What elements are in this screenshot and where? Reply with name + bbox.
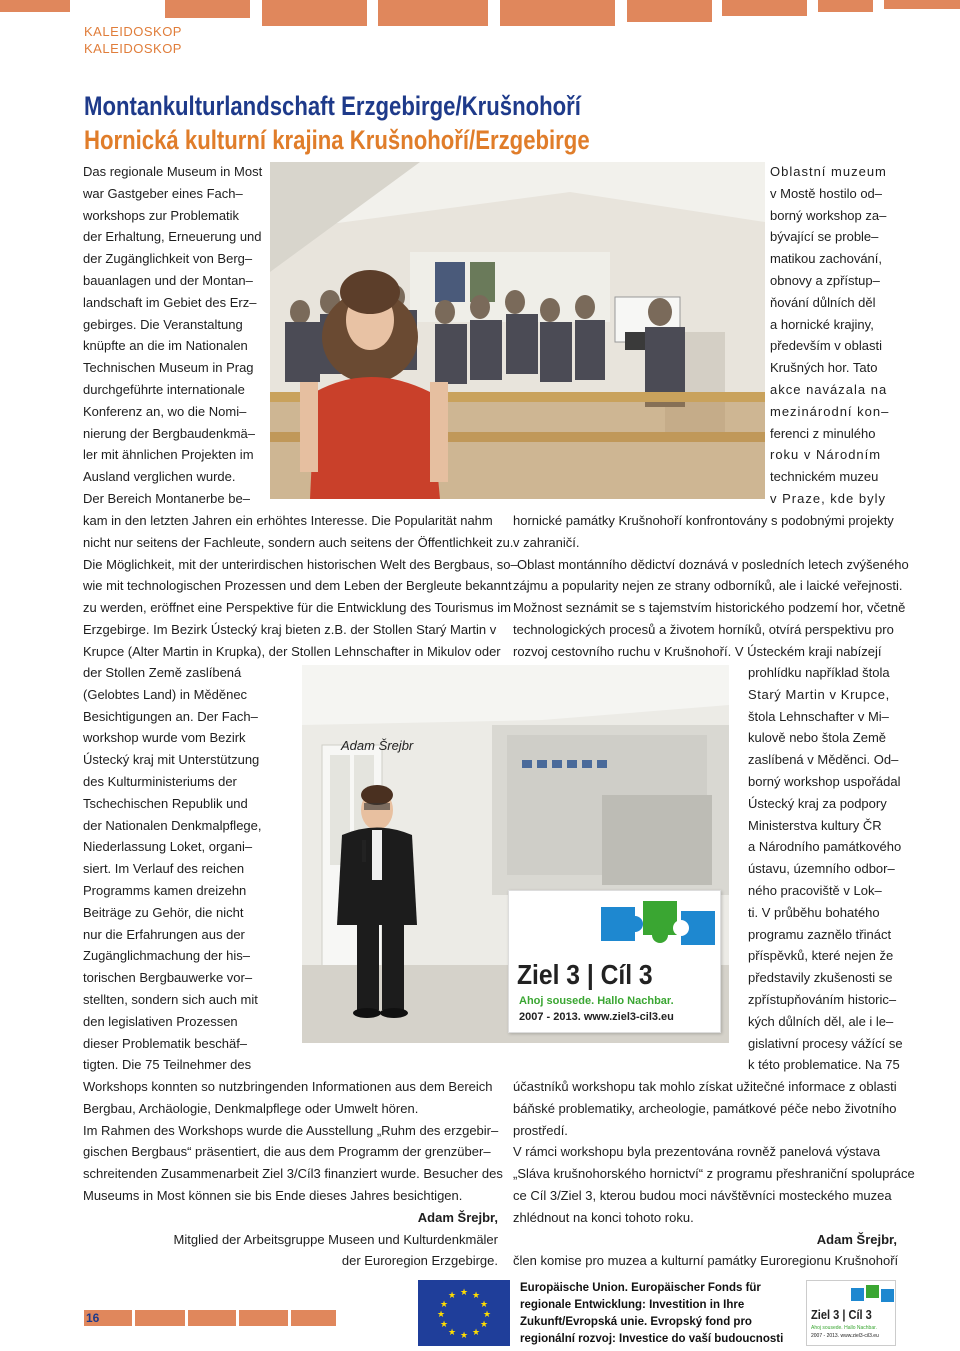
puzzle-icon [601,897,721,959]
text-line: ústavu, územního odbor– [748,861,895,877]
text-line: Im Rahmen des Workshops wurde die Ausstellung „Ruhm des erzgebir– [83,1122,499,1138]
text-line: a Národního památkového [748,839,902,855]
top-deco-bar [0,0,70,12]
czech-block-3 [748,662,903,1076]
text-line: v Praze, kde byly [770,490,886,506]
text-line: matikou zachování, [770,251,883,267]
czech-block-2 [513,510,909,663]
author-name: Adam Šrejbr, [816,1231,897,1247]
text-line: Die Möglichkeit, mit der unterirdischen historischen Welt des Bergbaus, so– [83,556,518,572]
text-line: wie mit technologischen Prozessen und dem Leben der Bergleute bekannt [83,578,512,594]
text-line: Niederlassung Loket, organi– [83,839,253,855]
text-line: mezinárodní kon– [770,403,890,419]
svg-text:★: ★ [436,1310,446,1320]
text-line: rozvoj cestovního ruchu v Krušnohoří. V Ústeckém kraji nabízejí [513,643,882,659]
svg-text:★: ★ [482,1310,492,1320]
text-line: v zahraničí. [513,534,580,550]
text-line: gischen Bergbaus“ präsentiert, die aus dem Programm der grenzüber– [83,1144,491,1160]
text-line: des Kulturministeriums der [83,773,237,789]
text-line: Erzgebirge. Im Bezirk Ústecký kraj bieten z.B. der Stollen Starý Martin v [83,621,497,637]
german-block-2 [83,510,518,663]
text-line: gebirges. Die Veranstaltung [83,316,243,332]
footer-logo-slogan: Ahoj sousede. Hallo Nachbar. [811,1325,877,1331]
text-line: zájmu a popularity nejen ze strany odborníků, ale i laické veřejnosti. [513,578,903,594]
svg-text:★: ★ [447,1291,457,1301]
text-line: workshop wurde vom Bezirk [83,730,246,746]
top-deco-bar [500,0,615,26]
eu-fund-line: regionální rozvoj: Investice do vaší budoucnosti [520,1333,784,1345]
czech-block-1 [770,161,896,510]
top-deco-bar [884,0,960,9]
author-name: Adam Šrejbr, [417,1209,498,1225]
section-label: KALEIDOSKOP [84,24,182,39]
text-line: den legislativen Prozessen [83,1013,238,1029]
title-german: Montankulturlandschaft Erzgebirge/Krušnohoří [84,91,581,121]
ziel3-logo [508,890,721,1033]
text-line: Ministerstva kultury ČR [748,817,882,833]
text-line: schreitenden Zusammenarbeit Ziel 3/Cíl3 finanziert wurde. Besucher des [83,1166,503,1182]
text-line: der Zugänglichkeit von Berg– [83,251,253,267]
text-line: tigten. Die 75 Teilnehmer des [83,1057,252,1073]
text-line: knüpfte an die im Nationalen [83,338,248,354]
text-line: stellten, sondern sich auch mit [83,991,258,1007]
top-deco-bar [262,0,367,26]
ziel3-logo-years: 2007 - 2013. www.ziel3-cil3.eu [519,1011,674,1023]
svg-text:★: ★ [471,1328,481,1338]
text-line: war Gastgeber eines Fach– [83,185,243,201]
text-line: prostředí. [513,1122,568,1138]
text-line: Oblast montánního dědictví doznává v posledních letech zvýšeného [517,556,909,572]
text-line: Museums in Most können sie bis Ende dieses Jahres besichtigen. [83,1187,463,1203]
text-line: Tschechischen Republik und [83,795,248,811]
text-line: štola Lehnschafter v Mi– [748,708,889,724]
text-line: hornické památky Krušnohoří konfrontovány s podobnými projekty [513,513,894,528]
svg-text:★: ★ [479,1320,489,1330]
text-line: Konferenz an, wo die Nomi– [83,403,247,419]
footer-logo-years: 2007 - 2013. www.ziel3-cil3.eu [811,1333,879,1339]
eu-fund-text [520,1280,783,1348]
text-line: zu werden, eröffnet eine Perspektive für die Entwicklung des Tourismus im [83,600,512,616]
svg-text:★: ★ [459,1331,469,1341]
page-number: 16 [86,1311,100,1325]
text-line: Workshops konnten so nutzbringenden Informationen aus dem Bereich [83,1079,493,1094]
svg-text:★: ★ [479,1300,489,1310]
top-deco-bar [378,0,488,26]
audience-photo [270,162,765,499]
text-line: V rámci workshopu byla prezentována rovněž panelová výstava [513,1144,881,1160]
text-line: účastníků workshopu tak mohlo získat užitečné informace z oblasti [513,1079,897,1094]
text-line: zpřístupňováním historic– [748,991,897,1007]
text-line: příspěvků, které nejen že [748,948,894,964]
title-czech: Hornická kulturní krajina Krušnohoří/Erzgebirge [84,125,590,155]
german-block-4 [83,1076,503,1272]
puzzle-icon [851,1284,895,1306]
text-line: a hornické krajiny, [770,316,874,332]
text-line: Bergbau, Archäologie, Denkmalpflege oder Umwelt hören. [83,1100,419,1116]
text-line: Technischen Museum in Prag [83,360,254,376]
text-line: ti. V průběhu bohatého [748,904,880,920]
text-line: bývající se proble– [770,229,879,245]
top-deco-bar [165,0,250,18]
text-line: prohlídku například štola [748,665,890,680]
text-line: Ústecký kraj za podpory [748,795,887,811]
text-line: především v oblasti [770,338,882,354]
text-line: Der Bereich Montanerbe be– [83,490,250,506]
photo-caption: Adam Šrejbr [341,738,414,753]
eu-flag [418,1280,510,1346]
svg-text:★: ★ [439,1320,449,1330]
svg-text:★: ★ [459,1288,469,1298]
text-line: der Nationalen Denkmalpflege, [83,817,262,833]
text-line: představily zkušenosti se [748,970,893,986]
footer-ziel3-logo [806,1280,896,1346]
text-line: Oblastní muzeum [770,164,887,179]
text-line: zhlédnout na konci tohoto roku. [513,1209,694,1225]
text-line: báňské problematiky, archeologie, památkové péče nebo životního [513,1100,897,1116]
german-block-3 [83,662,298,1076]
german-block-1 [83,161,263,510]
footer-deco-strip [84,1310,336,1326]
top-deco-bar [627,0,712,22]
author-role: člen komise pro muzea a kulturní památky Euroregionu Krušnohoří [513,1253,899,1269]
text-line: Možnost seznámit se s tajemstvím historického podzemí hor, včetně [513,600,906,616]
ziel3-logo-slogan: Ahoj sousede. Hallo Nachbar. [519,995,674,1007]
text-line: workshops zur Problematik [83,207,240,223]
text-line: „Sláva krušnohorského hornictví“ z programu přeshraniční spolupráce [513,1166,915,1182]
text-line: Ausland verglichen wurde. [83,469,236,485]
text-line: borný workshop za– [770,207,887,223]
text-line: Besichtigungen an. Der Fach– [83,708,258,724]
eu-fund-line: Zukunft/Evropská unie. Evropský fond pro [520,1316,752,1328]
eu-fund-line: Europäische Union. Europäischer Fonds für [520,1282,761,1294]
czech-block-4 [513,1076,915,1272]
eu-flag-icon [418,1280,510,1346]
text-line: ného pracoviště v Lok– [748,882,882,898]
text-line: Starý Martin v Krupce, [748,686,890,702]
top-deco-bar [818,0,873,12]
author-role: der Euroregion Erzgebirge. [341,1253,498,1269]
text-line: (Gelobtes Land) in Měděnec [83,686,248,702]
svg-text:★: ★ [471,1291,481,1301]
text-line: Krušných hor. Tato [770,360,878,376]
text-line: obnovy a zpřístup– [770,272,880,288]
text-line: roku v Národním [770,447,882,463]
text-line: landschaft im Gebiet des Erz– [83,294,257,310]
text-line: Programms kamen dreizehn [83,882,247,898]
svg-text:★: ★ [439,1300,449,1310]
text-line: Zugänglichmachung der his– [83,948,250,964]
text-line: ce Cíl 3/Ziel 3, kterou budou moci návštěvníci mosteckého muzea [513,1187,892,1203]
text-line: v Mostě hostilo od– [770,185,883,201]
text-line: torischen Bergbauwerke vor– [83,970,253,986]
text-line: bauanlagen und der Montan– [83,272,253,288]
text-line: der Stollen Země zaslíbená [83,665,242,680]
text-line: kých důlních děl, ale i le– [748,1013,894,1029]
text-line: nierung der Bergbaudenkmä– [83,425,256,441]
text-line: siert. Im Verlauf des reichen [83,861,245,877]
text-line: ler mit ähnlichen Projekten im [83,447,254,463]
text-line: borný workshop uspořádal [748,773,901,789]
text-line: Krupce (Alter Martin in Krupka), der Stollen Lehnschafter in Mikulov oder [83,643,501,659]
text-line: ferenci z minulého [770,425,876,441]
text-line: Ústecký kraj mit Unterstützung [83,752,260,768]
text-line: kam in den letzten Jahren ein erhöhtes Interesse. Die Popularität nahm [83,513,493,528]
author-role: Mitglied der Arbeitsgruppe Museen und Kulturdenkmäler [173,1231,498,1247]
audience-photo-image [270,162,765,499]
svg-text:★: ★ [447,1328,457,1338]
text-line: technologických procesů a životem horníků, otvírá perspektivu pro [513,621,894,637]
eu-fund-line: regionale Entwicklung: Investition in Ihre [520,1299,745,1311]
text-line: Beiträge zu Gehör, die nicht [83,904,244,920]
text-line: der Erhaltung, Erneuerung und [83,229,262,245]
text-line: programu zaznělo třináct [748,926,892,942]
text-line: nicht nur seitens der Fachleute, sondern auch seitens der Öffentlichkeit zu. [83,534,514,550]
text-line: k této problematice. Na 75 [748,1057,900,1073]
text-line: technickém muzeu [770,469,879,485]
text-line: ňování důlních děl [770,294,876,310]
text-line: durchgeführte internationale [83,381,245,397]
section-label: KALEIDOSKOP [84,41,182,56]
ziel3-logo-main: Ziel 3 | Cíl 3 [517,959,653,990]
footer-logo-main: Ziel 3 | Cíl 3 [811,1307,872,1322]
top-deco-bar [722,0,807,16]
text-line: dieser Problematik beschäf– [83,1035,248,1051]
text-line: kulově nebo štola Země [748,730,887,746]
text-line: gislativní procesy vážící se [748,1035,903,1051]
text-line: nur die Erfahrungen aus der [83,926,245,942]
text-line: zaslíbená v Měděnci. Od– [748,752,899,768]
text-line: Das regionale Museum in Most [83,164,263,179]
text-line: akce navázala na [770,381,888,397]
